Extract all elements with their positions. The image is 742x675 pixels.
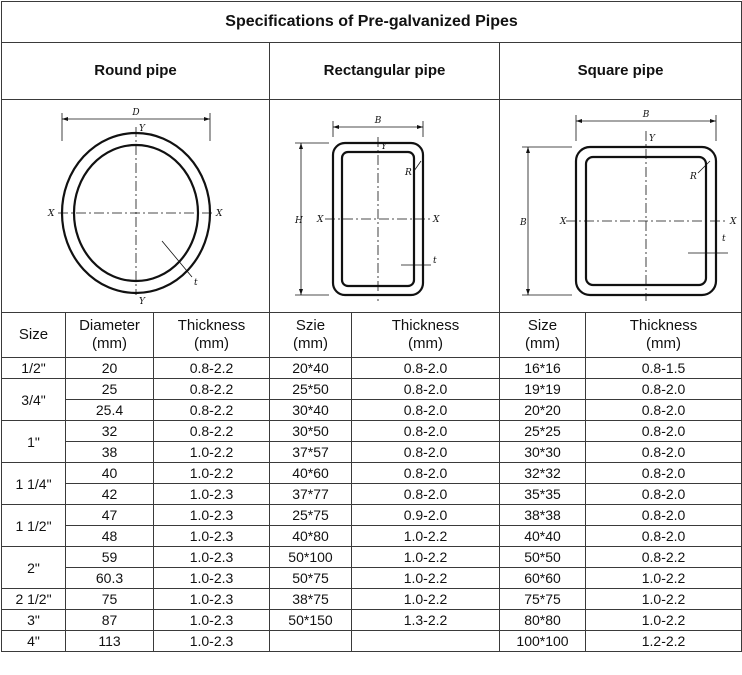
label-y: Y [380,142,387,152]
square-thickness-cell: 1.2-2.2 [586,631,742,652]
table-row [2,379,742,400]
header-diameter: Diameter (mm) [66,313,154,358]
diameter-cell: 47 [66,505,154,526]
column-header-row [2,313,742,358]
round-thickness-cell: 1.0-2.3 [154,568,270,589]
size-cell: 1 1/4" [2,463,66,505]
diameter-cell: 32 [66,421,154,442]
label-b-top: B [642,110,650,120]
size-cell: 3" [2,610,66,631]
label-d: D [132,108,140,118]
header-rect-size: Szie (mm) [270,313,352,358]
square-thickness-cell: 0.8-2.0 [586,400,742,421]
square-thickness-cell: 0.8-2.0 [586,526,742,547]
label-x-left: X [560,217,567,227]
rect-thickness-cell: 0.8-2.0 [352,484,500,505]
section-rectangular-pipe: Rectangular pipe [270,43,500,100]
rect-size-cell: 50*150 [270,610,352,631]
specifications-table [1,1,742,652]
rect-thickness-cell: 0.8-2.0 [352,463,500,484]
square-size-cell: 40*40 [500,526,586,547]
diameter-cell: 75 [66,589,154,610]
size-cell: 1 1/2" [2,505,66,547]
round-thickness-cell: 1.0-2.3 [154,589,270,610]
section-round-pipe: Round pipe [2,43,270,100]
rect-size-cell: 37*77 [270,484,352,505]
rect-thickness-cell: 1.0-2.2 [352,547,500,568]
label-t: t [194,278,198,288]
section-square-pipe: Square pipe [500,43,742,100]
diameter-cell: 40 [66,463,154,484]
table-row [2,547,742,568]
rect-thickness-cell: 0.8-2.0 [352,358,500,379]
diameter-cell: 38 [66,442,154,463]
square-size-cell: 100*100 [500,631,586,652]
rect-thickness-cell [352,631,500,652]
rect-thickness-cell: 0.9-2.0 [352,505,500,526]
diameter-cell: 25.4 [66,400,154,421]
label-y-bottom: Y [139,297,145,307]
table-row [2,526,742,547]
rect-thickness-cell: 1.0-2.2 [352,589,500,610]
label-t: t [432,256,437,266]
table-row [2,358,742,379]
rect-size-cell: 30*50 [270,421,352,442]
label-x-right: X [730,217,737,227]
round-thickness-cell: 1.0-2.3 [154,505,270,526]
square-pipe-diagram-cell [500,100,742,313]
label-x-left: X [48,209,55,219]
square-size-cell: 19*19 [500,379,586,400]
rect-thickness-cell: 1.3-2.2 [352,610,500,631]
size-cell: 4" [2,631,66,652]
square-size-cell: 75*75 [500,589,586,610]
header-thickness-square: Thickness (mm) [586,313,742,358]
square-thickness-cell: 0.8-2.0 [586,421,742,442]
round-thickness-cell: 0.8-2.2 [154,421,270,442]
diameter-cell: 60.3 [66,568,154,589]
square-size-cell: 20*20 [500,400,586,421]
rect-size-cell [270,631,352,652]
square-size-cell: 25*25 [500,421,586,442]
size-cell: 1" [2,421,66,463]
round-thickness-cell: 1.0-2.2 [154,442,270,463]
rect-thickness-cell: 1.0-2.2 [352,568,500,589]
table-row [2,505,742,526]
rect-size-cell: 40*60 [270,463,352,484]
round-thickness-cell: 1.0-2.2 [154,463,270,484]
table-title: Specifications of Pre-galvanized Pipes [2,2,742,43]
label-h: H [294,216,303,226]
label-x-left: X [316,215,323,225]
round-thickness-cell: 0.8-2.2 [154,400,270,421]
rect-size-cell: 30*40 [270,400,352,421]
table-row [2,421,742,442]
table-row [2,400,742,421]
size-cell: 1/2" [2,358,66,379]
rectangular-pipe-diagram [271,101,499,311]
label-r: R [404,168,412,178]
square-thickness-cell: 0.8-2.0 [586,505,742,526]
table-row [2,589,742,610]
diameter-cell: 42 [66,484,154,505]
square-thickness-cell: 0.8-2.0 [586,442,742,463]
label-y: Y [649,134,655,144]
size-cell: 2" [2,547,66,589]
square-thickness-cell: 1.0-2.2 [586,568,742,589]
square-pipe-diagram [500,101,742,311]
square-size-cell: 16*16 [500,358,586,379]
square-thickness-cell: 0.8-2.0 [586,463,742,484]
round-thickness-cell: 0.8-2.2 [154,358,270,379]
round-thickness-cell: 0.8-2.2 [154,379,270,400]
label-r: R [690,172,697,182]
diameter-cell: 25 [66,379,154,400]
diameter-cell: 59 [66,547,154,568]
rect-size-cell: 25*50 [270,379,352,400]
rect-size-cell: 37*57 [270,442,352,463]
header-thickness-round: Thickness (mm) [154,313,270,358]
header-thickness-rect: Thickness (mm) [352,313,500,358]
rect-thickness-cell: 0.8-2.0 [352,421,500,442]
rect-size-cell: 40*80 [270,526,352,547]
square-thickness-cell: 1.0-2.2 [586,589,742,610]
square-thickness-cell: 1.0-2.2 [586,610,742,631]
size-cell: 2 1/2" [2,589,66,610]
label-t: t [722,234,726,244]
round-thickness-cell: 1.0-2.3 [154,484,270,505]
rect-thickness-cell: 0.8-2.0 [352,400,500,421]
rect-size-cell: 38*75 [270,589,352,610]
diameter-cell: 113 [66,631,154,652]
round-thickness-cell: 1.0-2.3 [154,526,270,547]
label-x-right: X [216,209,223,219]
square-thickness-cell: 0.8-2.0 [586,484,742,505]
rect-size-cell: 25*75 [270,505,352,526]
header-square-size: Size (mm) [500,313,586,358]
label-b-side: B [520,218,527,228]
round-pipe-diagram [2,101,270,311]
square-thickness-cell: 0.8-1.5 [586,358,742,379]
round-thickness-cell: 1.0-2.3 [154,547,270,568]
label-x-right: X [432,215,439,225]
square-size-cell: 35*35 [500,484,586,505]
label-b: B [374,116,381,126]
square-size-cell: 32*32 [500,463,586,484]
rect-thickness-cell: 0.8-2.0 [352,379,500,400]
rect-thickness-cell: 0.8-2.0 [352,442,500,463]
table-row [2,610,742,631]
table-row [2,463,742,484]
rect-thickness-cell: 1.0-2.2 [352,526,500,547]
table-row [2,442,742,463]
square-thickness-cell: 0.8-2.0 [586,379,742,400]
round-thickness-cell: 1.0-2.3 [154,610,270,631]
table-row [2,484,742,505]
square-thickness-cell: 0.8-2.2 [586,547,742,568]
diameter-cell: 48 [66,526,154,547]
header-size: Size [2,313,66,358]
size-cell: 3/4" [2,379,66,421]
round-thickness-cell: 1.0-2.3 [154,631,270,652]
table-row [2,631,742,652]
table-row [2,568,742,589]
diameter-cell: 87 [66,610,154,631]
square-size-cell: 50*50 [500,547,586,568]
label-y-top: Y [139,124,145,134]
rect-size-cell: 20*40 [270,358,352,379]
rectangular-pipe-diagram-cell [270,100,500,313]
round-pipe-diagram-cell [2,100,270,313]
rect-size-cell: 50*100 [270,547,352,568]
square-size-cell: 38*38 [500,505,586,526]
square-size-cell: 30*30 [500,442,586,463]
rect-size-cell: 50*75 [270,568,352,589]
diameter-cell: 20 [66,358,154,379]
square-size-cell: 60*60 [500,568,586,589]
square-size-cell: 80*80 [500,610,586,631]
